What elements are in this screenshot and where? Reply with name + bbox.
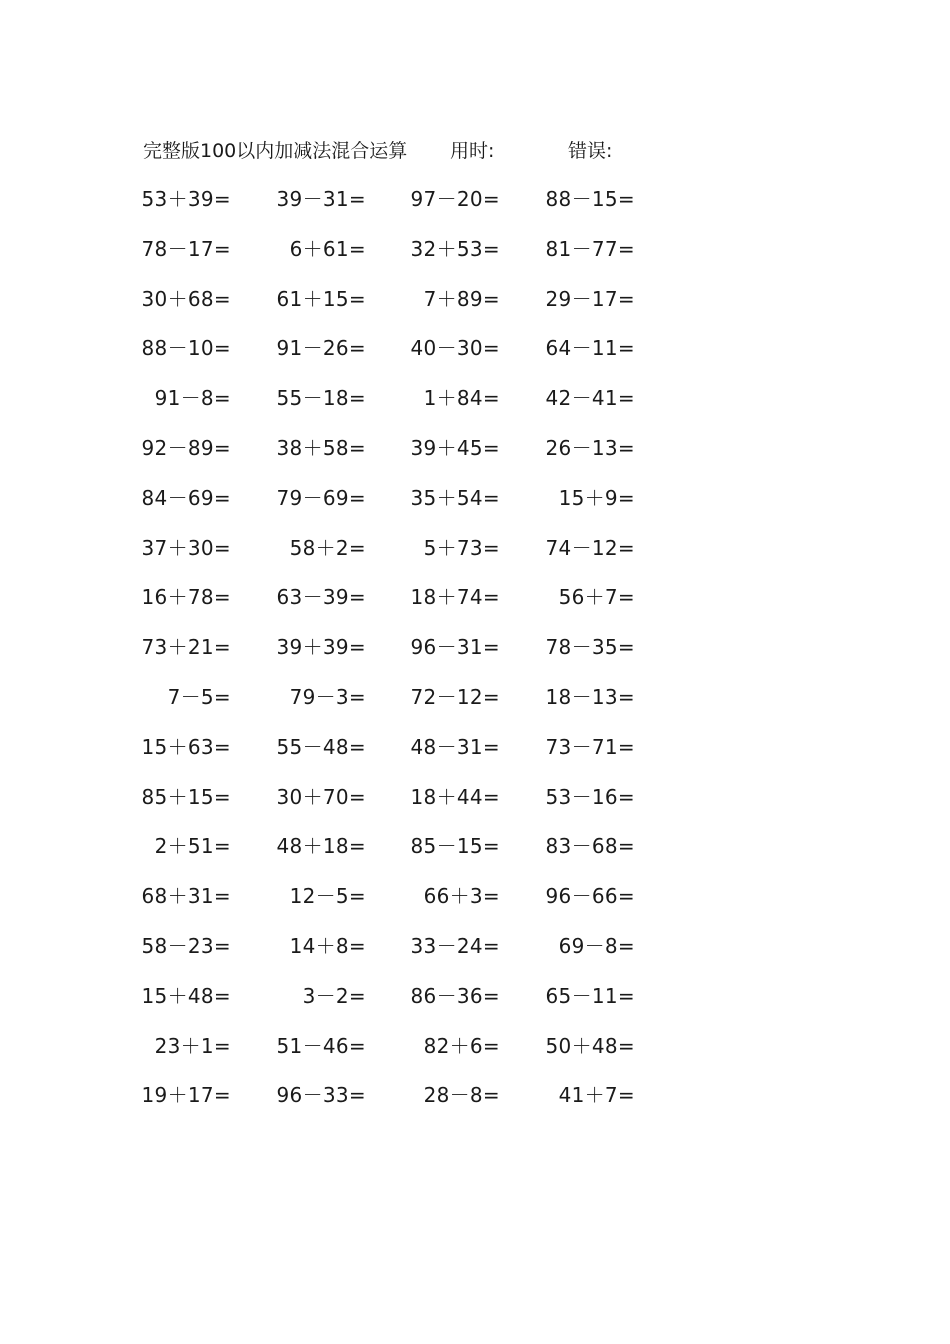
arithmetic-problem: 64－11= bbox=[545, 336, 635, 361]
problem-grid bbox=[0, 184, 950, 1130]
problem-row bbox=[0, 333, 950, 383]
arithmetic-problem: 39＋45= bbox=[410, 435, 500, 460]
arithmetic-problem: 53－16= bbox=[545, 784, 635, 809]
problem-row bbox=[0, 831, 950, 881]
errors-label: 错误: bbox=[568, 140, 613, 162]
arithmetic-problem: 42－41= bbox=[545, 386, 635, 411]
arithmetic-problem: 56＋7= bbox=[558, 585, 635, 610]
arithmetic-problem: 14＋8= bbox=[289, 933, 366, 958]
arithmetic-problem: 15＋63= bbox=[141, 734, 231, 759]
problem-row bbox=[0, 234, 950, 284]
arithmetic-problem: 85＋15= bbox=[141, 784, 231, 809]
problem-row bbox=[0, 981, 950, 1031]
arithmetic-problem: 69－8= bbox=[558, 933, 635, 958]
problem-row bbox=[0, 582, 950, 632]
problem-row bbox=[0, 284, 950, 334]
time-used-label: 用时: bbox=[450, 140, 495, 162]
problem-row bbox=[0, 782, 950, 832]
arithmetic-problem: 29－17= bbox=[545, 286, 635, 311]
arithmetic-problem: 58＋2= bbox=[289, 535, 366, 560]
arithmetic-problem: 3－2= bbox=[302, 983, 366, 1008]
arithmetic-problem: 35＋54= bbox=[410, 485, 500, 510]
arithmetic-problem: 53＋39= bbox=[141, 187, 231, 211]
arithmetic-problem: 81－77= bbox=[545, 236, 635, 261]
arithmetic-problem: 92－89= bbox=[141, 435, 231, 460]
arithmetic-problem: 23＋1= bbox=[154, 1033, 231, 1058]
arithmetic-problem: 7＋89= bbox=[423, 286, 500, 311]
arithmetic-problem: 40－30= bbox=[410, 336, 500, 361]
arithmetic-problem: 88－15= bbox=[545, 187, 635, 211]
arithmetic-problem: 39＋39= bbox=[276, 635, 366, 660]
arithmetic-problem: 97－20= bbox=[410, 187, 500, 211]
arithmetic-problem: 2＋51= bbox=[154, 834, 231, 859]
arithmetic-problem: 88－10= bbox=[141, 336, 231, 361]
arithmetic-problem: 91－8= bbox=[154, 386, 231, 411]
arithmetic-problem: 55－48= bbox=[276, 734, 366, 759]
arithmetic-problem: 28－8= bbox=[423, 1083, 500, 1108]
arithmetic-problem: 55－18= bbox=[276, 386, 366, 411]
arithmetic-problem: 91－26= bbox=[276, 336, 366, 361]
arithmetic-problem: 30＋70= bbox=[276, 784, 366, 809]
arithmetic-problem: 41＋7= bbox=[558, 1083, 635, 1108]
arithmetic-problem: 18－13= bbox=[545, 684, 635, 709]
problem-row bbox=[0, 433, 950, 483]
arithmetic-problem: 1＋84= bbox=[423, 386, 500, 411]
arithmetic-problem: 51－46= bbox=[276, 1033, 366, 1058]
arithmetic-problem: 63－39= bbox=[276, 585, 366, 610]
arithmetic-problem: 86－36= bbox=[410, 983, 500, 1008]
problem-row bbox=[0, 881, 950, 931]
arithmetic-problem: 83－68= bbox=[545, 834, 635, 859]
arithmetic-problem: 96－31= bbox=[410, 635, 500, 660]
arithmetic-problem: 68＋31= bbox=[141, 884, 231, 909]
arithmetic-problem: 38＋58= bbox=[276, 435, 366, 460]
arithmetic-problem: 78－17= bbox=[141, 236, 231, 261]
arithmetic-problem: 18＋74= bbox=[410, 585, 500, 610]
arithmetic-problem: 48－31= bbox=[410, 734, 500, 759]
arithmetic-problem: 66＋3= bbox=[423, 884, 500, 909]
arithmetic-problem: 74－12= bbox=[545, 535, 635, 560]
arithmetic-problem: 15＋48= bbox=[141, 983, 231, 1008]
arithmetic-problem: 12－5= bbox=[289, 884, 366, 909]
arithmetic-problem: 5＋73= bbox=[423, 535, 500, 560]
arithmetic-problem: 84－69= bbox=[141, 485, 231, 510]
arithmetic-problem: 58－23= bbox=[141, 933, 231, 958]
arithmetic-problem: 32＋53= bbox=[410, 236, 500, 261]
arithmetic-problem: 30＋68= bbox=[141, 286, 231, 311]
arithmetic-problem: 96－33= bbox=[276, 1083, 366, 1108]
arithmetic-problem: 85－15= bbox=[410, 834, 500, 859]
problem-row bbox=[0, 1031, 950, 1081]
problem-row bbox=[0, 483, 950, 533]
arithmetic-problem: 72－12= bbox=[410, 684, 500, 709]
arithmetic-problem: 48＋18= bbox=[276, 834, 366, 859]
problem-row bbox=[0, 732, 950, 782]
arithmetic-problem: 73＋21= bbox=[141, 635, 231, 660]
arithmetic-problem: 18＋44= bbox=[410, 784, 500, 809]
problem-row bbox=[0, 632, 950, 682]
problem-row bbox=[0, 1080, 950, 1130]
arithmetic-problem: 37＋30= bbox=[141, 535, 231, 560]
arithmetic-problem: 82＋6= bbox=[423, 1033, 500, 1058]
arithmetic-problem: 50＋48= bbox=[545, 1033, 635, 1058]
arithmetic-problem: 96－66= bbox=[545, 884, 635, 909]
arithmetic-problem: 73－71= bbox=[545, 734, 635, 759]
arithmetic-problem: 33－24= bbox=[410, 933, 500, 958]
worksheet-title: 完整版100以内加减法混合运算 bbox=[143, 140, 408, 162]
arithmetic-problem: 15＋9= bbox=[558, 485, 635, 510]
arithmetic-problem: 19＋17= bbox=[141, 1083, 231, 1108]
problem-row bbox=[0, 682, 950, 732]
arithmetic-problem: 26－13= bbox=[545, 435, 635, 460]
arithmetic-problem: 79－69= bbox=[276, 485, 366, 510]
problem-row bbox=[0, 383, 950, 433]
arithmetic-problem: 16＋78= bbox=[141, 585, 231, 610]
problem-row bbox=[0, 533, 950, 583]
arithmetic-problem: 6＋61= bbox=[289, 236, 366, 261]
arithmetic-problem: 79－3= bbox=[289, 684, 366, 709]
arithmetic-problem: 61＋15= bbox=[276, 286, 366, 311]
arithmetic-problem: 39－31= bbox=[276, 187, 366, 211]
problem-row bbox=[0, 184, 950, 234]
arithmetic-problem: 65－11= bbox=[545, 983, 635, 1008]
problem-row bbox=[0, 931, 950, 981]
arithmetic-problem: 78－35= bbox=[545, 635, 635, 660]
arithmetic-problem: 7－5= bbox=[167, 684, 231, 709]
